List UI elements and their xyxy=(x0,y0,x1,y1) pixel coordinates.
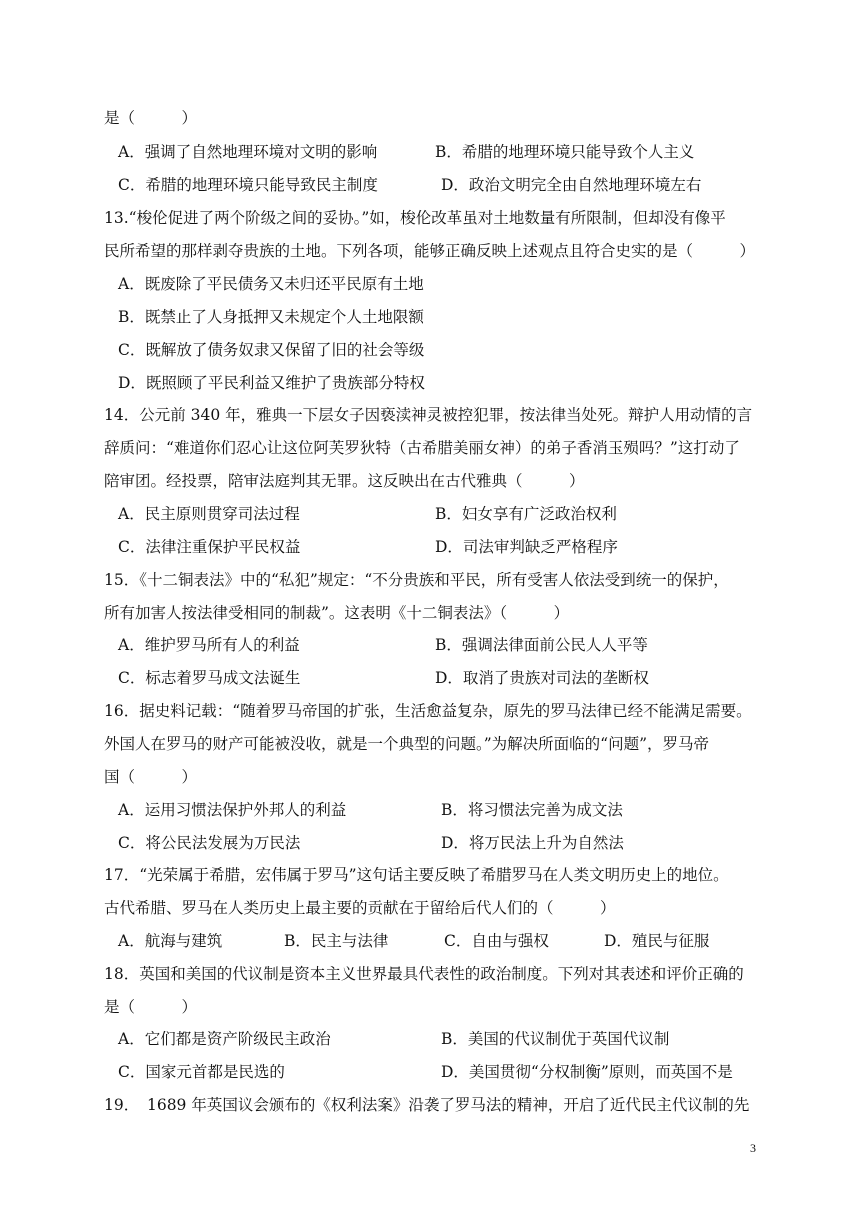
q17-option-c: C．自由与强权 xyxy=(444,932,549,950)
q16-stem-line2: 外国人在罗马的财产可能被没收，就是一个典型的问题。”为解决所面临的“问题”，罗马帝 xyxy=(104,735,710,753)
q18-stem-line1: 18．英国和美国的代议制是资本主义世界最具代表性的政治制度。下列对其表述和评价正确的 xyxy=(104,965,744,983)
q18-option-c: C．国家元首都是民选的 xyxy=(118,1063,285,1081)
q13-option-a: A．既废除了平民债务又未归还平民原有土地 xyxy=(118,275,424,293)
q14-stem-line1: 14．公元前 340 年，雅典一下层女子因亵渎神灵被控犯罪，按法律当处死。辩护人用动情的言 xyxy=(104,406,753,424)
q12-option-d: D．政治文明完全由自然地理环境左右 xyxy=(441,176,702,194)
q13-stem-line2: 民所希望的那样剥夺贵族的土地。下列各项，能够正确反映上述观点且符合史实的是（ ） xyxy=(104,242,756,260)
q14-stem-line2: 辞质问：“难道你们忍心让这位阿芙罗狄特（古希腊美丽女神）的弟子香消玉殒吗？”这打动了 xyxy=(104,439,740,457)
q16-stem-line1: 16．据史料记载：“随着罗马帝国的扩张，生活愈益复杂，原先的罗马法律已经不能满足需要。 xyxy=(104,702,752,720)
q18-option-b: B．美国的代议制优于英国代议制 xyxy=(441,1030,670,1048)
page-number: 3 xyxy=(750,1141,756,1155)
q14-option-d: D．司法审判缺乏严格程序 xyxy=(435,538,618,556)
q15-stem-line2: 所有加害人按法律受相同的制裁”。这表明《十二铜表法》（ ） xyxy=(104,604,570,622)
q17-option-b: B．民主与法律 xyxy=(284,932,389,950)
q12-option-a: A．强调了自然地理环境对文明的影响 xyxy=(118,143,378,161)
q12-option-c: C．希腊的地理环境只能导致民主制度 xyxy=(118,176,378,194)
q18-option-a: A．它们都是资产阶级民主政治 xyxy=(118,1030,331,1048)
q13-option-b: B．既禁止了人身抵押又未规定个人土地限额 xyxy=(118,308,424,326)
q15-stem-line1: 15．《十二铜表法》中的“私犯”规定：“不分贵族和平民，所有受害人依法受到统一的保护， xyxy=(104,571,729,589)
q16-option-a: A．运用习惯法保护外邦人的利益 xyxy=(118,801,347,819)
q12-stem-end: 是（ ） xyxy=(104,109,198,127)
q15-option-b: B．强调法律面前公民人人平等 xyxy=(435,636,648,654)
q13-option-c: C．既解放了债务奴隶又保留了旧的社会等级 xyxy=(118,341,425,359)
q16-stem-line3: 国（ ） xyxy=(104,768,198,786)
q17-stem-line2: 古代希腊、罗马在人类历史上最主要的贡献在于留给后代人们的（ ） xyxy=(104,899,616,917)
q18-option-d: D．美国贯彻“分权制衡”原则，而英国不是 xyxy=(441,1063,733,1081)
q15-option-c: C．标志着罗马成文法诞生 xyxy=(118,669,301,687)
q14-stem-line3: 陪审团。经投票，陪审法庭判其无罪。这反映出在古代雅典（ ） xyxy=(104,472,585,490)
q16-option-d: D．将万民法上升为自然法 xyxy=(441,834,624,852)
q16-option-b: B．将习惯法完善为成文法 xyxy=(441,801,623,819)
q18-stem-line2: 是（ ） xyxy=(104,998,198,1016)
q15-option-d: D．取消了贵族对司法的垄断权 xyxy=(435,669,649,687)
q14-option-b: B．妇女享有广泛政治权利 xyxy=(435,505,617,523)
q13-option-d: D．既照顾了平民利益又维护了贵族部分特权 xyxy=(118,374,425,392)
q17-stem-line1: 17．“光荣属于希腊，宏伟属于罗马”这句话主要反映了希腊罗马在人类文明历史上的地位。 xyxy=(104,866,729,884)
q17-option-d: D．殖民与征服 xyxy=(604,932,710,950)
q14-option-a: A．民主原则贯穿司法过程 xyxy=(118,505,300,523)
q13-stem-line1: 13.“梭伦促进了两个阶级之间的妥协。”如，梭伦改革虽对土地数量有所限制，但却没有像平 xyxy=(104,209,726,227)
q19-stem-line1: 19． 1689 年英国议会颁布的《权利法案》沿袭了罗马法的精神，开启了近代民主代议制的先 xyxy=(104,1096,750,1114)
q17-option-a: A．航海与建筑 xyxy=(118,932,223,950)
q14-option-c: C．法律注重保护平民权益 xyxy=(118,538,301,556)
q15-option-a: A．维护罗马所有人的利益 xyxy=(118,636,300,654)
q12-option-b: B．希腊的地理环境只能导致个人主义 xyxy=(435,143,695,161)
q16-option-c: C．将公民法发展为万民法 xyxy=(118,834,301,852)
